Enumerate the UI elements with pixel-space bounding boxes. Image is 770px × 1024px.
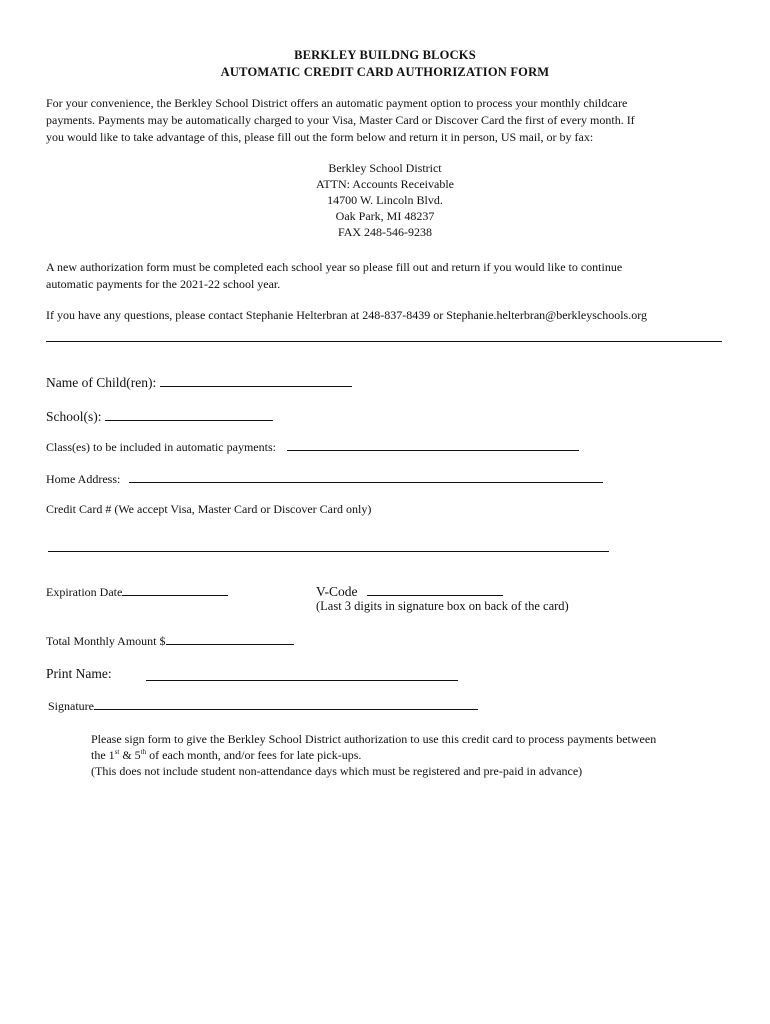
credit-card-line[interactable] <box>48 551 609 552</box>
expiration-label: Expiration Date <box>46 585 123 599</box>
address-line: ATTN: Accounts Receivable <box>316 177 454 191</box>
intro-paragraph <box>46 95 730 146</box>
renewal-paragraph <box>46 259 730 293</box>
section-divider <box>46 341 722 342</box>
authorization-note <box>91 731 751 779</box>
signature-line[interactable] <box>94 697 478 710</box>
child-name-label: Name of Child(ren): <box>46 375 157 390</box>
contact-line: If you have any questions, please contact Stephanie Helterbran at 248-837-8439 or Stephanie.helterbran@berkleyschools.org <box>46 308 647 322</box>
home-address-label: Home Address: <box>46 472 121 486</box>
renewal-line: A new authorization form must be completed each school year so please fill out and return if you would like to continue <box>46 260 623 274</box>
address-line: 14700 W. Lincoln Blvd. <box>327 193 443 207</box>
print-name-line[interactable] <box>146 680 458 681</box>
expiration-field[interactable] <box>46 583 228 600</box>
home-address-field[interactable] <box>46 470 603 487</box>
total-monthly-line[interactable] <box>166 632 294 645</box>
fax-line: FAX 248-546-9238 <box>337 225 433 239</box>
form-title-line1: BERKLEY BUILDNG BLOCKS <box>294 48 476 62</box>
intro-line: you would like to take advantage of this, please fill out the form below and return it in person, US mail, or by fax: <box>46 130 594 144</box>
classes-label: Class(es) to be included in automatic payments: <box>46 440 276 454</box>
address-line: Oak Park, MI 48237 <box>335 209 435 223</box>
expiration-line[interactable] <box>122 583 228 596</box>
vcode-label: V-Code <box>316 584 358 599</box>
child-name-line[interactable] <box>160 374 352 387</box>
total-monthly-label: Total Monthly Amount $ <box>46 634 166 648</box>
print-name-label: Print Name: <box>46 666 112 681</box>
intro-line: For your convenience, the Berkley School District offers an automatic payment option to process your monthly childcare <box>46 96 628 110</box>
credit-card-label: Credit Card # (We accept Visa, Master Card or Discover Card only) <box>46 502 372 516</box>
schools-label: School(s): <box>46 409 102 424</box>
classes-field[interactable] <box>46 438 579 455</box>
schools-field[interactable] <box>46 408 273 425</box>
address-line: Berkley School District <box>328 161 442 175</box>
child-name-field[interactable] <box>46 374 352 391</box>
note-line: (This does not include student non-attendance days which must be registered and pre-paid in advance) <box>91 764 583 778</box>
note-line: the 1st & 5th of each month, and/or fees for late pick-ups. <box>91 748 362 762</box>
intro-line: payments. Payments may be automatically charged to your Visa, Master Card or Discover Card the first of every month. If <box>46 113 635 127</box>
vcode-line[interactable] <box>367 583 503 596</box>
home-address-line[interactable] <box>129 470 603 483</box>
classes-line[interactable] <box>287 438 579 451</box>
vcode-field[interactable] <box>316 583 503 600</box>
vcode-note: (Last 3 digits in signature box on back of the card) <box>316 599 569 613</box>
signature-label: Signature <box>48 699 94 713</box>
form-title-line2: AUTOMATIC CREDIT CARD AUTHORIZATION FORM <box>220 65 550 79</box>
note-line: Please sign form to give the Berkley School District authorization to use this credit card to process payments between <box>91 732 657 746</box>
signature-field[interactable] <box>48 697 478 714</box>
total-monthly-field[interactable] <box>46 632 294 649</box>
renewal-line: automatic payments for the 2021-22 school year. <box>46 277 281 291</box>
schools-line[interactable] <box>105 408 273 421</box>
